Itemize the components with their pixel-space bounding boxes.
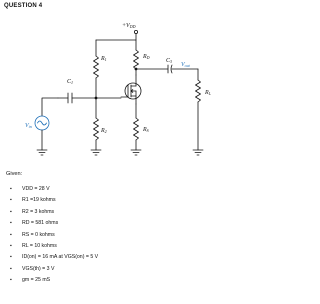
- param-r2: ▪ R2 = 3 kohms: [0, 207, 228, 218]
- r2-resistor: [94, 98, 99, 150]
- vdd-rail: [96, 40, 136, 50]
- mosfet-icon: [121, 75, 141, 104]
- param-id-on: ▪ ID(on) = 16 mA at VGS(on) = 5 V: [0, 252, 228, 263]
- param-rs: ▪ RS = 0 kohms: [0, 230, 228, 241]
- r1-resistor: [94, 40, 99, 98]
- rd-resistor: [134, 50, 139, 75]
- param-r1: ▪ R1 =19 kohms: [0, 195, 228, 206]
- rs-ground-icon: [131, 150, 141, 155]
- r2-ground-icon: [91, 150, 101, 155]
- rd-label: RD: [143, 54, 150, 60]
- param-vdd: ▪ VDD = 28 V: [0, 184, 228, 195]
- ac-source-icon: [35, 116, 49, 150]
- circuit-diagram: [0, 0, 228, 170]
- drain-node: [135, 68, 168, 70]
- vout-label: Vout: [181, 62, 190, 68]
- vdd-label: +VDD: [122, 23, 136, 29]
- given-parameter-list: [0, 184, 228, 287]
- source-ground-icon: [37, 150, 47, 155]
- input-wire: [42, 98, 58, 116]
- question-title: QUESTION 4: [4, 3, 43, 9]
- r2-label: R2: [101, 128, 107, 134]
- r1-label: R1: [101, 56, 107, 62]
- rl-ground-icon: [193, 150, 203, 155]
- param-rd: ▪ RD = 581 ohms: [0, 218, 228, 229]
- rl-resistor: [196, 80, 201, 150]
- param-rl: ▪ RL = 10 kohms: [0, 241, 228, 252]
- c1-label: C1: [67, 79, 74, 85]
- gate-node: [95, 97, 121, 99]
- c1-capacitor: [58, 93, 96, 103]
- rs-resistor: [134, 104, 139, 150]
- vdd-terminal: [134, 30, 137, 40]
- rl-label: RL: [205, 90, 211, 96]
- param-gm: ▪ gm = 25 mS: [0, 275, 228, 286]
- c3-label: C3: [166, 58, 173, 64]
- param-vgs-th: ▪ VGS(th) = 3 V: [0, 264, 228, 275]
- vin-label: Vin: [25, 123, 32, 129]
- rs-label: RS: [143, 127, 149, 133]
- given-heading: Given:: [6, 171, 23, 177]
